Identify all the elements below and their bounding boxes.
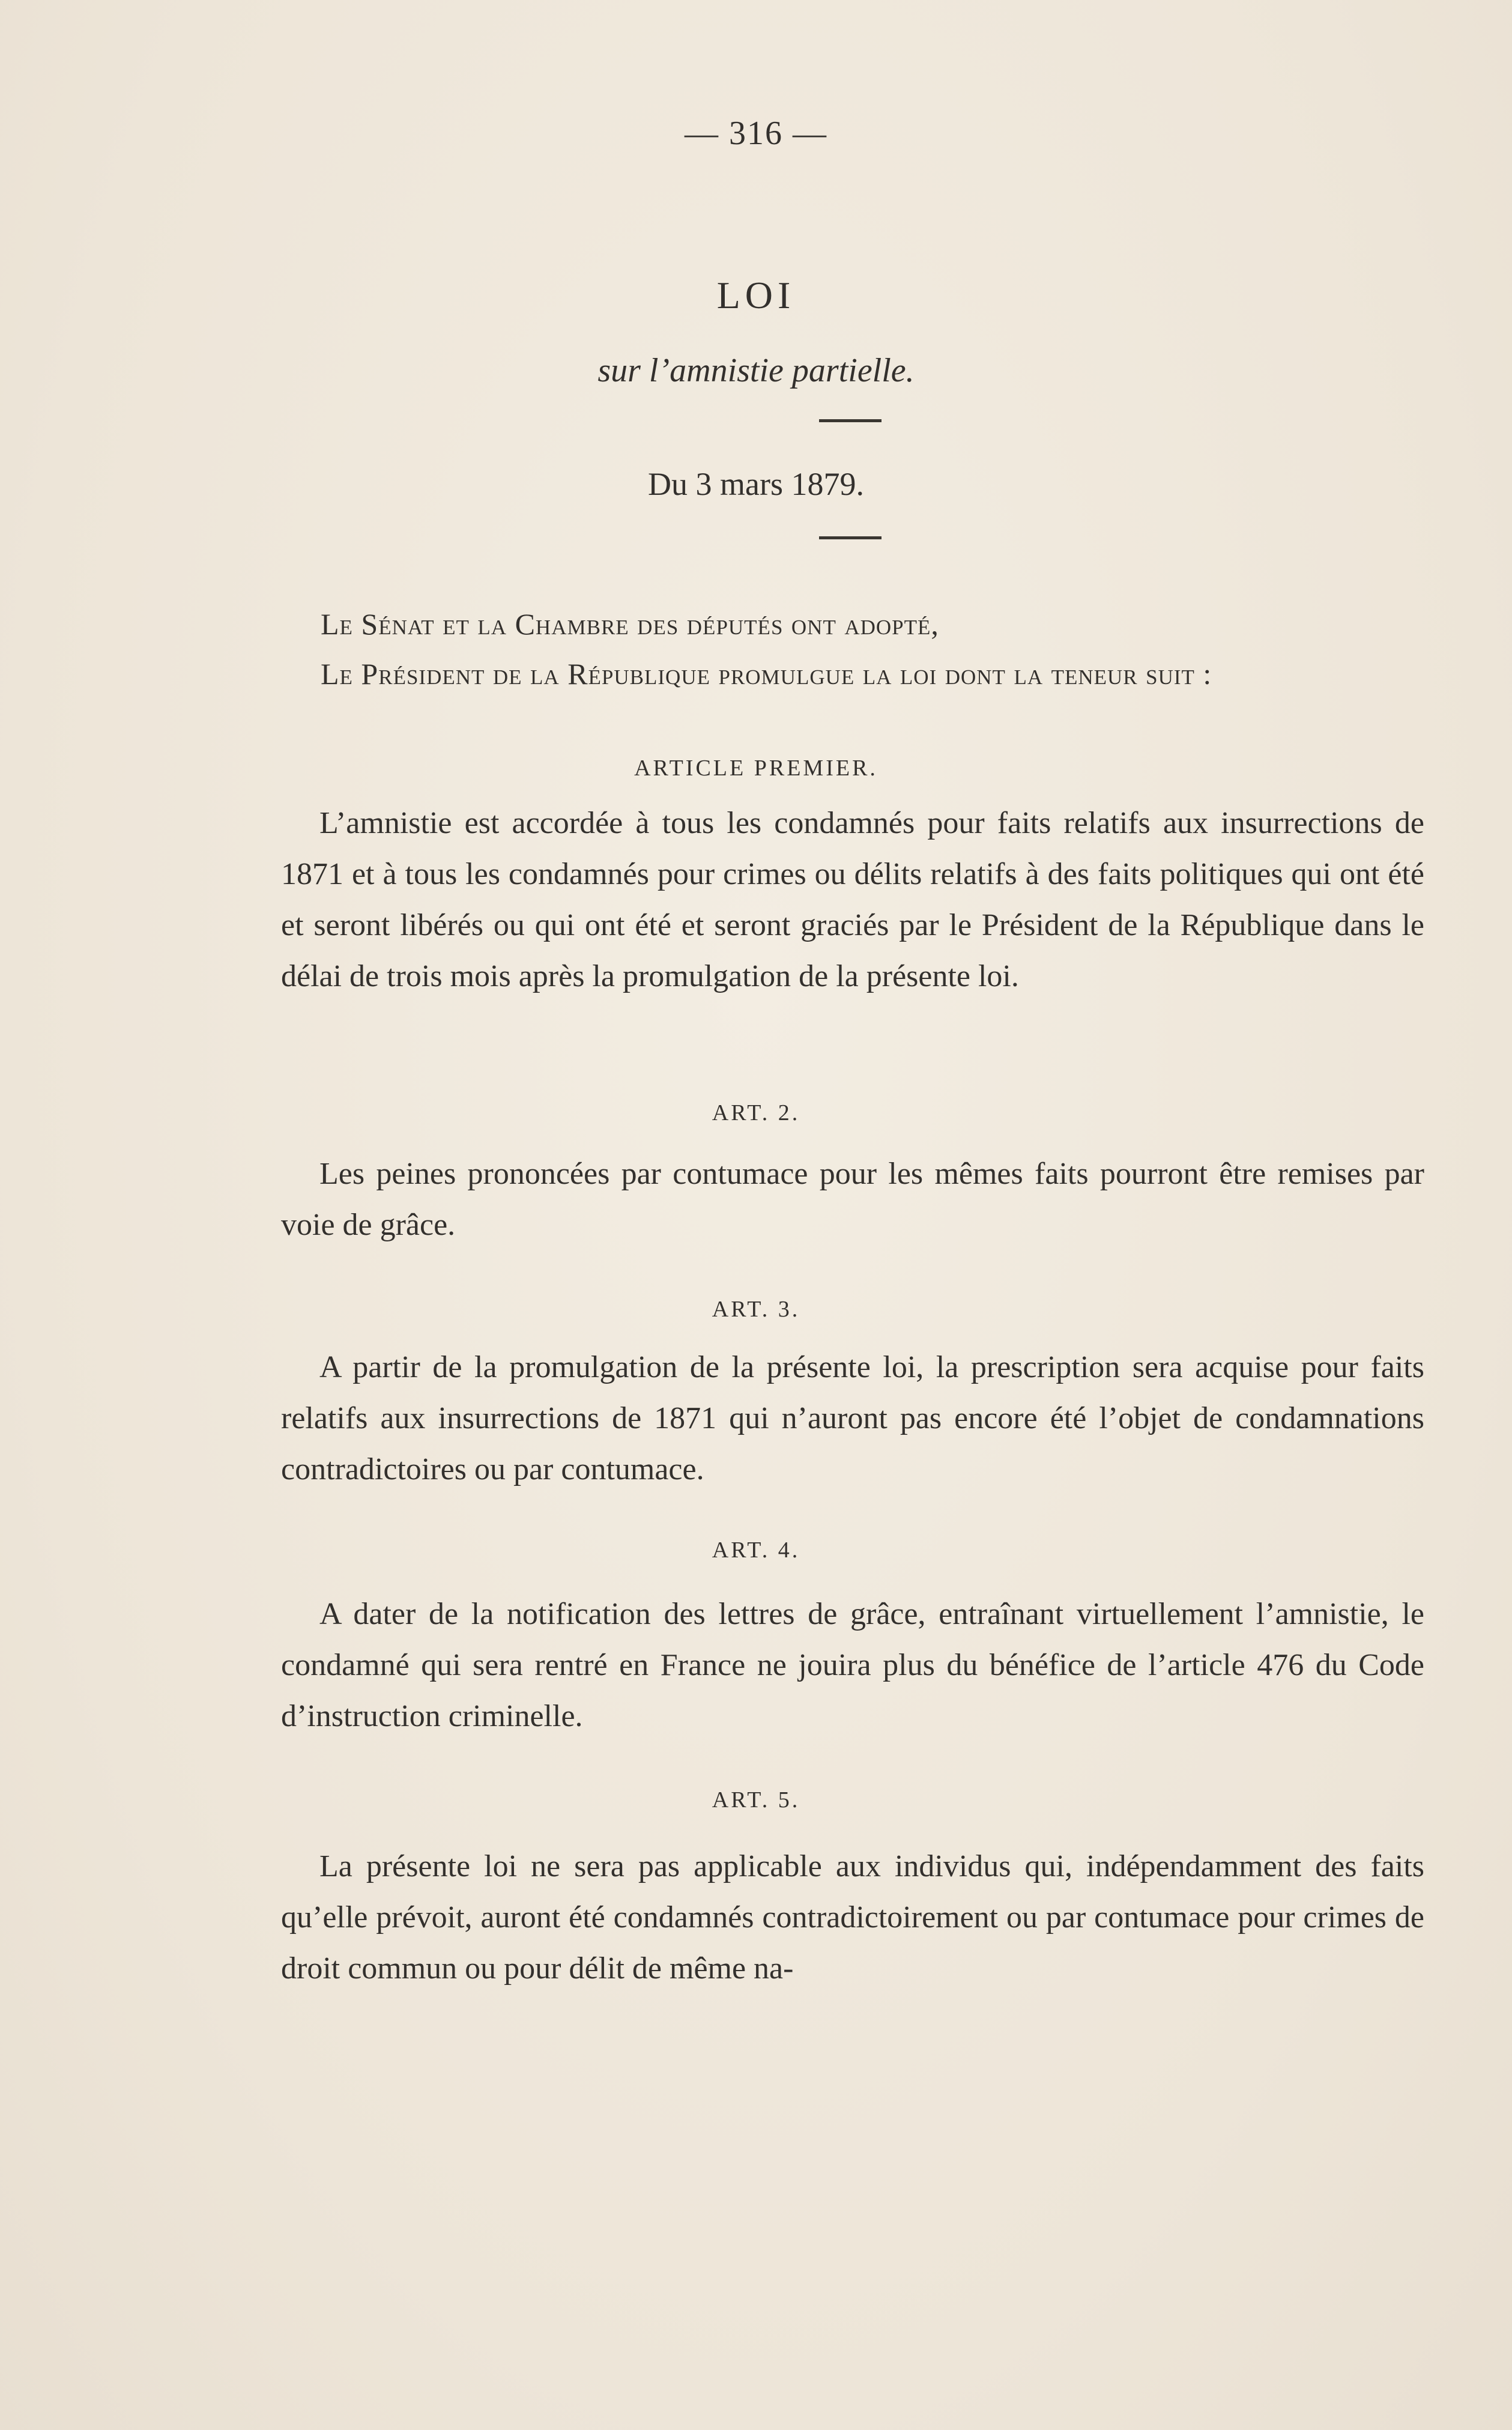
article-heading-2: ART. 2. xyxy=(712,1100,800,1126)
article-text-1: L’amnistie est accordée à tous les condamnés pour faits relatifs aux insurrections de 1871 et à tous les condamnés pour crimes ou délits relatifs à des faits politiques qui ont été et seront libérés ou qui ont été et seront graciés par le Président de la République dans le délai de trois mois après la promulgation de la présente loi. xyxy=(281,806,1424,993)
law-subtitle: sur l’amnistie partielle. xyxy=(597,352,915,389)
article-text-5: La présente loi ne sera pas applicable aux individus qui, indépendamment des faits qu’elle prévoit, auront été condamnés contradictoirement ou par contumace pour crimes de droit commun ou pour délit de même na- xyxy=(281,1849,1424,1986)
article-heading-5: ART. 5. xyxy=(712,1787,800,1813)
article-heading-3: ART. 3. xyxy=(712,1297,800,1322)
law-title: LOI xyxy=(716,274,796,317)
date-divider xyxy=(819,536,881,539)
article-text-2: Les peines prononcées par contumace pour les mêmes faits pourront être remises par voie de grâce. xyxy=(281,1157,1424,1242)
page-number: — 316 — xyxy=(685,115,827,152)
preamble-line-2: Le Président de la République promulgue la loi dont la teneur suit : xyxy=(321,657,1212,691)
preamble-line-1: Le Sénat et la Chambre des députés ont adopté, xyxy=(321,607,939,641)
article-text-4: A dater de la notification des lettres de grâce, entraînant virtuellement l’amnistie, le condamné qui sera rentré en France ne jouira plus du bénéfice de l’article 476 du Code d’instruction criminelle. xyxy=(281,1597,1424,1733)
title-divider xyxy=(819,419,881,422)
article-heading-1: ARTICLE PREMIER. xyxy=(634,756,878,781)
law-date: Du 3 mars 1879. xyxy=(648,466,864,502)
article-text-3: A partir de la promulgation de la présente loi, la prescription sera acquise pour faits relatifs aux insurrections de 1871 qui n’auront pas encore été l’objet de condamnations contradictoires ou par contumace. xyxy=(281,1350,1424,1486)
article-heading-4: ART. 4. xyxy=(712,1538,800,1563)
